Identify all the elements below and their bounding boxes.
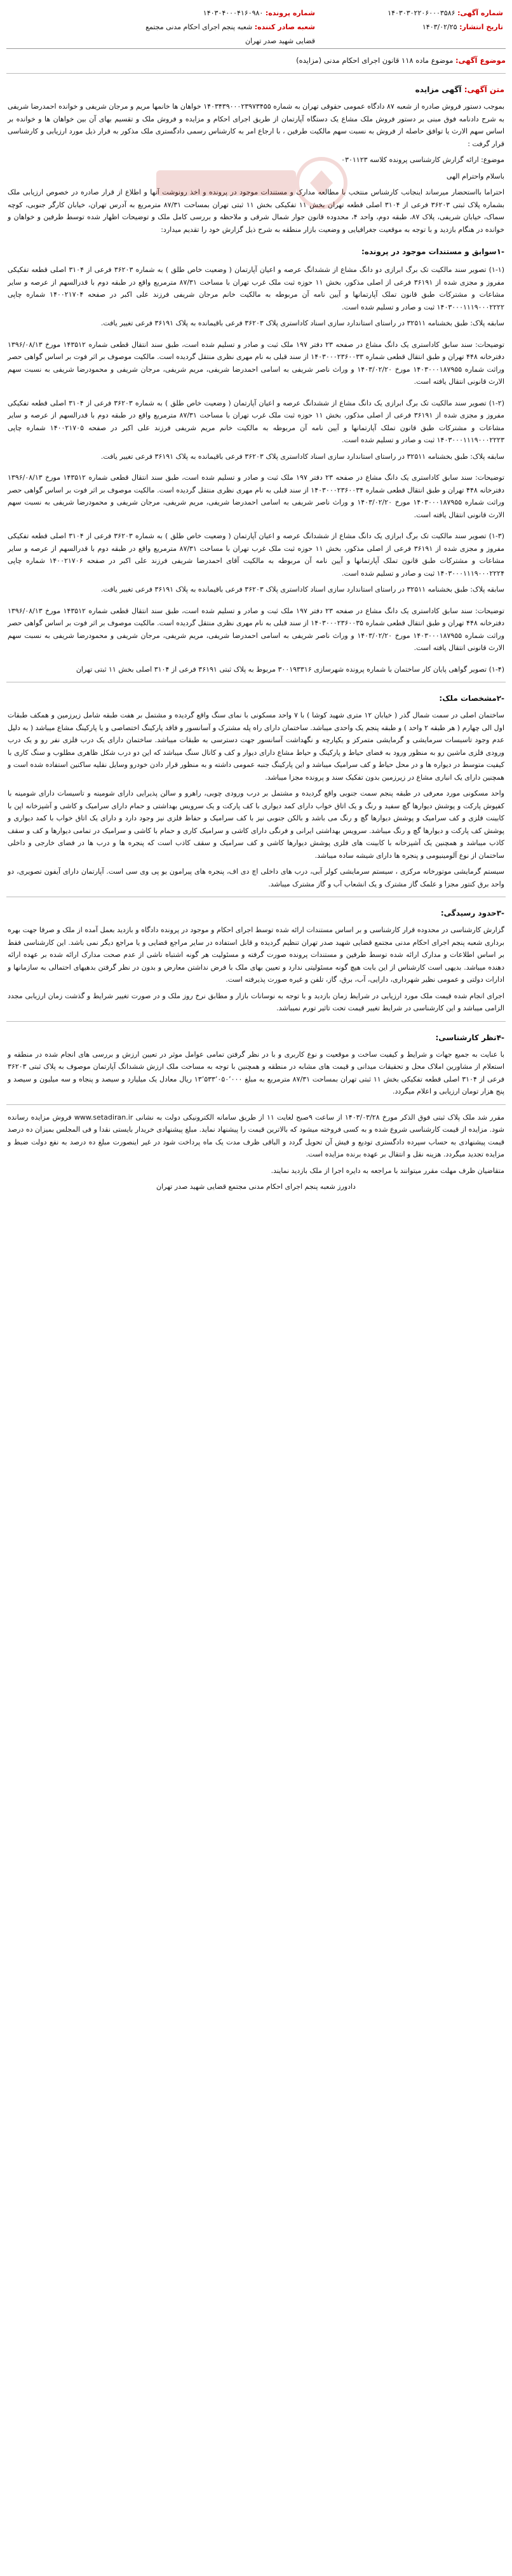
subject-value: موضوع ماده ۱۱۸ قانون اجرای احکام مدنی (مزایده) [296,56,454,65]
registry-number-row [125,6,315,20]
auction-signature: دادورز شعبه پنجم اجرای احکام مدنی مجتمع قضایی شهید صدر تهران [156,1183,356,1191]
intro-subject-line: موضوع: ارائه گزارش کارشناسی پرونده کلاسه ۰۳۰۱۱۲۳ [341,156,504,164]
greeting: باسلام واحترام الهی [446,172,504,180]
document-item: (۱-۳) تصویر سند مالکیت تک برگ ابرازی یک دانگ مشاع از ششدانگ عرصه و اعیان آپارتمان ( وضعیت خاص طلق ) به شماره ۳۶۲۰۳ فرعی از ۳۱۰۴ اصلی قطعه تفکیکی مفروز و مجزی شده از ۳۶۱۹۱ فرعی از اصلی مذکور، بخش ۱۱ حوزه ثبت ملک غرب تهران با مساحت ۸۷/۳۱ مترمربع واقع در طبقه دوم با قدرالسهم از عرصه و سایر مشاعات و مشترکات طبق قانون تملک آپارتمانها و آیین نامه آن مربوطه به مالکیت آقای احمدرضا شریفی فرزند علی اکبر در صفحه ۱۴۰۰۲۱۷۰۶ شماره چاپی ۱۴۰۳۰۰۰۱۱۱۹۰۰۰۲۲۲۴ ثبت و صادر و تسلیم شده است. [8,532,504,578]
section-opinion [6,1031,506,1098]
document-note: توضیحات: سند سابق کاداستری یک دانگ مشاع در صفحه ۲۳ دفتر ۱۹۷ ملک ثبت و صادر و تسلیم شده است، طبق سند انتقال قطعی شماره ۱۴۳۵۱۲ مورخ ۱۳۹۶/۰۸/۱۳ دفترخانه ۴۴۸ تهران و طبق انتقال قطعی شماره ۱۴۰۳۰۰۰۲۳۶۰۰۳۴ از سند قبلی به نام مهری نظری منتقل گردیده است. مالکیت موصوف بر اثر فوت بر اساس گواهی حصر وراثت شماره ۱۴۰۳۰۰۰۱۸۷۹۵۵ مورخ ۱۴۰۳/۰۲/۲۰ و وراث ناصر شریفی به اسامی احمدرضا شریفی، مریم شریفی، مرجان شریفی و محمودرضا شریفی به نسبت سهم الارث قانونی انتقال یافته است. [8,473,505,519]
document-note: توضیحات: سند سابق کاداستری یک دانگ مشاع در صفحه ۲۳ دفتر ۱۹۷ ملک ثبت و صادر و تسلیم شده است، طبق سند انتقال قطعی شماره ۱۴۳۵۱۲ مورخ ۱۳۹۶/۰۸/۱۳ دفترخانه ۴۴۸ تهران و طبق انتقال قطعی شماره ۱۴۰۳۰۰۰۲۳۶۰۰۳۵ از سند قبلی به نام مهری نظری منتقل گردیده است. مالکیت موصوف بر اثر فوت بر اساس گواهی حصر وراثت شماره ۱۴۰۳۰۰۰۱۸۷۹۵۵ مورخ ۱۴۰۳/۰۲/۲۰ و وراث ناصر شریفی به اسامی احمدرضا شریفی، مریم شریفی، مرجان شریفی و محمودرضا شریفی به نسبت سهم الارث قانونی انتقال یافته است. [8,606,505,652]
section-documents [6,245,506,675]
scope-paragraph: گزارش کارشناسی در محدوده قرار کارشناسی و بر اساس مستندات ارائه شده توسط اجرای احکام و موجود در پرونده دادگاه و بازدید بعمل آمده از ملک و صرفا جهت بهره برداری شعبه پنجم اجرای احکام مدنی مجتمع قضایی شهید صدر تهران تنظیم گردیده و قابل استفاده در سایر مراجع قضایی و یا مراجع دیگر نمی باشد. این کارشناسی فقط بر اساس اطلاعات و مدارک ارائه شده توسط طرفین و مستندات پرونده صورت گرفته و مسئولیت هر گونه اشتباه ناشی از عدم صحت مدارک ارائه شده بر عهده ارائه دهنده میباشد. بدیهی است کارشناس از این بابت هیچ گونه مسئولیتی ندارد و تعیین بهای ملک با فرض نداشتن معارض و بدون در نظر گرفتن بدهیهای احتمالی به سازمانها و ادارات دولتی و عمومی نظیر شهرداری، دارایی، آب، برق، گاز، تلفن و غیره صورت پذیرفته است. [8,926,504,984]
notice-title-row [8,83,504,97]
notice-title-label: متن آگهی: [464,85,504,94]
notice-number: ۱۴۰۳۰۳۰۲۲۰۶۰۰۰۳۵۸۶ [387,9,455,17]
property-paragraph: سیستم گرمایشی موتورخانه مرکزی ، سیستم سرمایشی کولر آبی، درب های داخلی اچ دی اف، پنجره های پیرامون یو پی وی سی است. آپارتمان دارای آیفون تصویری، دو واحد برق کنتور مجزا و علمک گاز مشترک و یک انشعاب آب و گاز مشترک میباشد. [8,867,504,888]
document-item: (۱-۴) تصویر گواهی پایان کار ساختمان با شماره پرونده شهرسازی ۳۰۰۱۹۳۳۱۶ مربوط به پلاک ثبتی ۳۶۱۹۱ فرعی از ۳۱۰۴ اصلی بخش ۱۱ ثبتی تهران [76,665,504,674]
section-property-heading: -۲مشخصات ملک: [439,694,504,703]
issue-date: ۱۴۰۳/۰۲/۲۵ [422,23,457,31]
property-paragraph: ساختمان اصلی در سمت شمال گذر ( خیابان ۱۲ متری شهید کوشا ) با ۷ واحد مسکونی با نمای سنگ واقع گردیده و مشتمل بر هفت طبقه شامل زیرزمین و همکف طبقات اول الی چهارم ( هر طبقه ۲ واحد ) و طبقه پنجم یک واحدی میباشد. ساختمان دارای راه پله مشترک و آسانسور و فاقد پارکینگ اختصاصی و یا پارکینگ مشاع میباشد ( به دلیل عدم وجود تاسیسات سرمایشی و گرمایشی متمرکز و یکپارچه و نگهداشت آسانسور جهت دسترسی به طبقات میباشد. ساختمان دارای یک درب فلزی نفر رو و یک درب ورودی فلزی ماشین رو به منظور ورود به فضای حیاط و پارکینگ و حیاط مشاع دارای دیوار و کف و کانال سنگ میباشد که این دو درب شکل ظاهری مطلوب و سنگ کاری با کیفیت متوسط در دیواره ها و در محل حیاط و کف سرامیک میباشد و این پارکینگ جنبه عمومی داشته و به منظور قرار دادن خودرو وسایل نقلیه ساکنین استفاده شده است و همچنین دارای یک انباری مشاع در زیرزمین بدون تفکیک سند و پرونده مجزا میباشد. [8,711,504,782]
section-auction [6,1111,506,1193]
notice-header [6,3,506,49]
bottom-spacer [6,1197,506,1210]
header-right-column [344,6,503,34]
auction-paragraph: مقرر شد ملک پلاک ثبتی فوق الذکر مورخ ۱۴۰۳/۰۳/۲۸ از ساعت ۹صبح لغایت ۱۱ از طریق سامانه الکترونیکی دولت به نشانی www.setadiran.ir فروش مزایده رسانده شود. مزایده از قیمت کارشناسی شروع شده و به کسی فروخته میشود که بالاترین قیمت را پیشنهاد نماید. مبلغ پیشنهادی خریدار بایستی نقدا و فی المجلس بمیزان ده درصد قیمت پیشنهادی به حساب سپرده دادگستری تودیع و فیش آن تحویل گردد و الباقی ظرف مدت یک ماه پرداخت شود در غیر اینصورت مبلغ ده درصد به نفع دولت ضبط و مزایده تجدید میگردد. هزینه نقل و انتقال بر عهده برنده مزایده است. [8,1113,504,1158]
notice-number-label: شماره آگهی: [457,9,503,17]
opinion-paragraph: با عنایت به جميع جهات و شرایط و کیفیت ساخت و موقعیت و نوع کاربری و با در نظر گرفتن تمامی عوامل موثر در تعیین ارزش و بررسی های انجام شده در منطقه و استعلام از مشاورین املاک محل و تحقیقات میدانی و قیمت های مشابه در منطقه و همچنین با توجه به مساحت ملک ارزش ششدانگ آپارتمان موصوف به پلاک ثبتی ۳۶۲۰۳ فرعی از ۳۱۰۴ اصلی قطعه تفکیکی بخش ۱۱ ثبتی تهران بمساحت ۸۷/۳۱ مترمربع به مبلغ ۱۳٬۵۳۳٬۰۵۰٬۰۰۰ ریال معادل یک میلیارد و سیصد و پنجاه و سه میلیون و سیصد و پنج هزار تومان ارزیابی و اعلام میگردد. [8,1050,505,1095]
issuer-label: شعبه صادر کننده: [254,23,315,31]
document-item: (۱-۱) تصویر سند مالکیت تک برگ ابرازی دو دانگ مشاع از ششدانگ عرصه و اعیان آپارتمان ( وضعیت خاص طلق ) به شماره ۳۶۲۰۳ فرعی از ۳۱۰۴ اصلی قطعه تفکیکی مفروز و مجزی شده از ۳۶۱۹۱ فرعی از اصلی مذکور، بخش ۱۱ حوزه ثبت ملک غرب تهران با مساحت ۸۷/۳۱ مترمربع واقع در طبقه دوم با قدرالسهم از عرصه و سایر مشاعات و مشترکات طبق قانون تملک آپارتمانها و آیین نامه آن مربوطه به مالکیت خانم مرجان شریفی فرزند علی اکبر در صفحه ۱۴۰۰۲۱۷۰۴ شماره چاپی ۱۴۰۳۰۰۰۱۱۱۹۰۰۰۲۲۲۲ ثبت و صادر و تسلیم شده است. [8,266,504,311]
document-note: توضیحات: سند سابق کاداستری یک دانگ مشاع در صفحه ۲۳ دفتر ۱۹۷ ملک ثبت و صادر و تسلیم شده است، طبق سند انتقال قطعی شماره ۱۴۳۵۱۲ مورخ ۱۳۹۶/۰۸/۱۳ دفترخانه ۴۴۸ تهران و طبق انتقال قطعی شماره ۱۴۰۳۰۰۰۲۳۶۰۰۳۳ از سند قبلی به نام مهری نظری منتقل گردیده است. مالکیت موصوف بر اثر فوت بر اساس گواهی حصر وراثت شماره ۱۴۰۳۰۰۰۱۸۷۹۵۵ مورخ ۱۴۰۳/۰۲/۲۰ و وراث ناصر شریفی به اسامی احمدرضا شریفی، مریم شریفی، مرجان شریفی و محمودرضا شریفی به نسبت سهم الارث قانونی انتقال یافته است. [8,340,505,386]
auction-paragraph: متقاضیان ظرف مهلت مقرر میتوانند با مراجعه به دایره اجرا از ملک بازدید نمایند. [271,1166,504,1175]
document-item: (۱-۲) تصویر سند مالکیت تک برگ ابرازی یک دانگ مشاع از ششدانگ عرصه و اعیان آپارتمان ( وضعیت خاص طلق ) به شماره ۳۶۲۰۳ فرعی از ۳۱۰۴ اصلی قطعه تفکیکی مفروز و مجزی شده از ۳۶۱۹۱ فرعی از اصلی مذکور، بخش ۱۱ حوزه ثبت ملک غرب تهران با مساحت ۸۷/۳۱ مترمربع واقع در طبقه دوم با قدرالسهم از عرصه و سایر مشاعات و مشترکات طبق قانون تملک آپارتمانها و آیین نامه آن مربوطه به مالکیت خانم مریم شریفی فرزند علی اکبر در صفحه ۱۴۰۰۲۱۷۰۵ شماره چاپی ۱۴۰۳۰۰۰۱۱۱۹۰۰۰۲۲۲۳ ثبت و صادر و تسلیم شده است. [8,398,504,444]
document-note: سابقه پلاک: طبق بخشنامه ۳۲۵۱۱ در راستای استاندارد سازی اسناد کاداستری پلاک ۳۶۲۰۳ فرعی باقیمانده به پلاک ۳۶۱۹۱ فرعی تغییر یافت. [100,585,504,593]
divider [6,1021,506,1022]
notice-number-row [344,6,503,20]
divider [6,73,506,74]
intro-body: بموجب دستور فروش صادره از شعبه ۸۷ دادگاه عمومی حقوقی تهران به شماره ۱۴۰۳۴۳۹۰۰۰۲۳۹۷۳۴۵۵ خواهان ها خانمها مریم و مرجان شریفی و خوانده احمدرضا شریفی به شرح دادنامه فوق مبنی بر دستور فروش ملک مشاع یک دستگاه آپارتمان از طریق اجرای احکام و مزایده و فروش ملک و تقسیم بهای آن بین خواهان ها و خوانده بر اساس سهم الارث یا توافق حاصله از فروش به نسبت سهم مالکیت طرفین ، با ارجاع امر به کارشناس رسمی دادگستری ملک مذکور به قرار ذیل مورد ارزیابی و کارشناسی قرار گرفت : [8,102,505,148]
notice-title: آگهی مزایده [415,85,462,94]
section-scope-heading: -۳حدود رسیدگی: [440,909,504,918]
section-scope [6,906,506,1015]
issuer: شعبه پنجم اجرای احکام مدنی مجتمع قضایی شهید صدر تهران [145,23,315,45]
section-opinion-heading: -۴نظر کارشناسی: [435,1033,504,1042]
registry-number-label: شماره پرونده: [265,9,315,17]
document-note: سابقه پلاک: طبق بخشنامه ۳۲۵۱۱ در راستای استاندارد سازی اسناد کاداستری پلاک ۳۶۲۰۳ فرعی باقیمانده به پلاک ۳۶۱۹۱ فرعی تغییر یافت. [100,452,504,461]
property-paragraph: واحد مسکونی مورد معرفی در طبقه پنجم سمت جنوبی واقع گردیده و مشتمل بر درب ورودی چوبی، راهرو و سالن پذیرایی دارای شومینه و تاسیسات دارای شومینه با کفپوش پارکت و پوشش دیوارها گچ سفید و رنگ و یک اتاق خواب دارای کمد دیواری با کف پارکت و یک سرویس بهداشتی و حمام دارای سرامیک و کاشی و آشپزخانه اپن با کابینت فلزی و کف سرامیک و پوشش دیوارها گچ و رنگ می باشد و بالکن جنوبی نیز با کف سرامیک و حفاظ فلزی نیز وجود دارد و دارای یک اتاق خواب با کمد دیواری و پوشش کف پارکت و دیوارها گچ و رنگ میباشد. سرویس بهداشتی ایرانی و فرنگی دارای کاشی و سرامیک کاری و حمام با کاشی و سرامیک در تمامی دیوارها و کف و سقف کاذب میباشد و همچنین یک آشپزخانه با کابینت های فلزی پوشش دیوارها کاشی و کف سرامیک و سقف کاذب است که پنجره ها و درب ها در فضای خارجی و داخلی ساختمان از نوع آلومینیومی و پنجره ها دارای شیشه ساده میباشد. [8,789,504,860]
divider [6,1104,506,1105]
subject-label: موضوع آگهی: [455,56,506,65]
issue-date-row [344,20,503,34]
issuer-row [125,20,315,48]
expert-intro: احتراما بااستحضار میرساند اینجانب کارشناس منتخب با مطالعه مدارک و مستندات موجود در پرونده و اخذ رونوشت آنها و اطلاع از قرار صادره در خصوص ارزیابی ملک بشماره پلاک ثبتی ۳۶۲۰۳ فرعی از ۳۱۰۴ اصلی قطعه تهران بخش ۱۱ تفکیکی بخش ۱۱ ثبتی تهران بمساحت ۸۷/۳۱ مترمربع به آدرس تهران، خیابان کارگر جنوبی، کوچه سماک، خیابان شریفی، پلاک ۸۷، طبقه دوم، واحد ۴، محدوده قانون جوار شمال شرقی و ملاحظه و بررسی کامل ملک و توضیحات اظهار شده توسط طرفین و خواهان و خوانده در هنگام بازدید و با توجه به موقعیت جغرافیایی و وضعیت بازار منطقه به شرح ذیل گزارش خود را تقدیم میدارد: [8,188,505,234]
section-documents-heading: -۱سوابق و مستندات موجود در پرونده: [361,247,504,256]
registry-number: ۱۴۰۳۰۴۰۰۰۴۱۶۰۹۸۰ [203,9,264,17]
section-property [6,691,506,890]
scope-paragraph: اجرای انجام شده قیمت ملک مورد ارزیابی در شرایط زمان بازدید و با توجه به نوسانات بازار و مطابق نرخ روز ملک و در صورت تغییر شرایط و گذشت زمان ارزیابی مجدد الزامی میباشد و این کارشناسی در شرایط تغییر قیمت تحت تاثیر تورم نمیباشد. [8,991,504,1012]
document-note: سابقه پلاک: طبق بخشنامه ۳۲۵۱۱ در راستای استاندارد سازی اسناد کاداستری پلاک ۳۶۲۰۳ فرعی باقیمانده به پلاک ۳۶۱۹۱ فرعی تغییر یافت. [100,319,504,327]
subject-row [6,54,506,67]
issue-date-label: تاریخ انتشار: [459,23,503,31]
header-mid-column [125,6,315,48]
